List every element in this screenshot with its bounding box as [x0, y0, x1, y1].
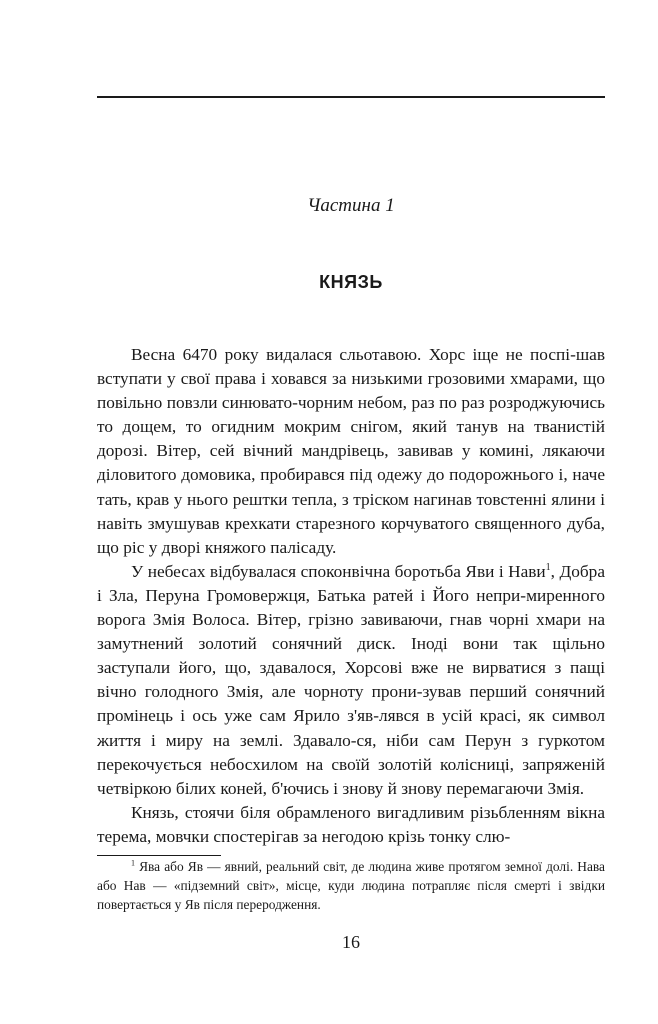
line: зував перший сонячний промінець і ось уже сам Ярило з'яв-: [97, 682, 605, 726]
line: шав вступати у свої права і ховався за низькими грозовими: [97, 345, 605, 389]
line: крехкати старезного корчуватого священного дуба, що ріс: [97, 513, 605, 557]
line: під одежу до подорожнього і, наче тать, крав у нього рештки: [97, 465, 605, 509]
line: не вирватися з пащі вічно голодного Змія, але чорноту прони-: [97, 658, 606, 702]
line: чорні хмари на замутнений золотий сонячний диск. Іноді: [97, 610, 605, 654]
line: тепла, з тріском нагинав товстенні ялини і навіть змушував: [97, 489, 605, 533]
line: Князь, стоячи біля обрамленого вигадливим різьбленням: [131, 802, 561, 822]
line: Весна 6470 року видалася сльотавою. Хорс іще не поспі-: [131, 345, 576, 364]
line: У небесах відбувалася споконвічна боротьба Яви і Нави: [131, 561, 546, 581]
line: хмарами, що повільно повзли синювато-чорним небом, раз: [97, 369, 605, 413]
line: лявся в усій красі, як символ життя і миру на землі. Здавало-: [97, 706, 605, 750]
header-rule: [97, 96, 605, 98]
footnote-marker: 1: [131, 858, 135, 868]
part-label: Частина 1: [307, 195, 395, 216]
paragraph-2: [97, 560, 605, 801]
paragraph-1: [97, 343, 605, 560]
body-text: [97, 343, 605, 849]
chapter-title: КНЯЗЬ: [319, 272, 383, 292]
footnote-rule: [97, 855, 221, 856]
line: у дворі княжого палісаду.: [148, 537, 337, 557]
line: який танув на тванистій дорозі. Вітер, сей вічний мандрівець,: [97, 417, 606, 461]
footnote-text: Ява або Яв — явний, реальний світ, де людина живе протягом земної долі. Нава або Нав — «підземний світ», місце, куди людина потрапляє після смерті і звідки повертається у Яв після переродження.: [97, 859, 605, 912]
line: ,: [550, 561, 555, 581]
line: Добра і Зла, Перуна Громовержця, Батька ратей і Його непри-: [97, 561, 605, 605]
line: вікна терема, мовчки спостерігав за негодою крізь тонку слю-: [97, 802, 605, 846]
page-number: 16: [342, 932, 360, 952]
line: завивав у комині, лякаючи діловитого домовика, пробирався: [97, 441, 605, 485]
line: вони так щільно заступали його, що, здавалося, Хорсові вже: [97, 634, 605, 678]
line: ся, ніби сам Перун з гуркотом перекочується небосхилом на: [97, 730, 605, 774]
footnote-reference[interactable]: 1: [545, 562, 551, 574]
line: своїй золотій колісниці, запряженій четвіркою білих коней,: [97, 754, 605, 798]
line: б'ючись і знову й знову перемагаючи Змія.: [271, 778, 585, 798]
paragraph-3: [97, 801, 605, 849]
line: миренного ворога Змія Волоса. Вітер, грізно завиваючи, гнав: [97, 585, 605, 630]
footnote: [97, 857, 605, 914]
line: по раз розроджуючись то дощем, то огидним мокрим снігом,: [97, 393, 606, 437]
